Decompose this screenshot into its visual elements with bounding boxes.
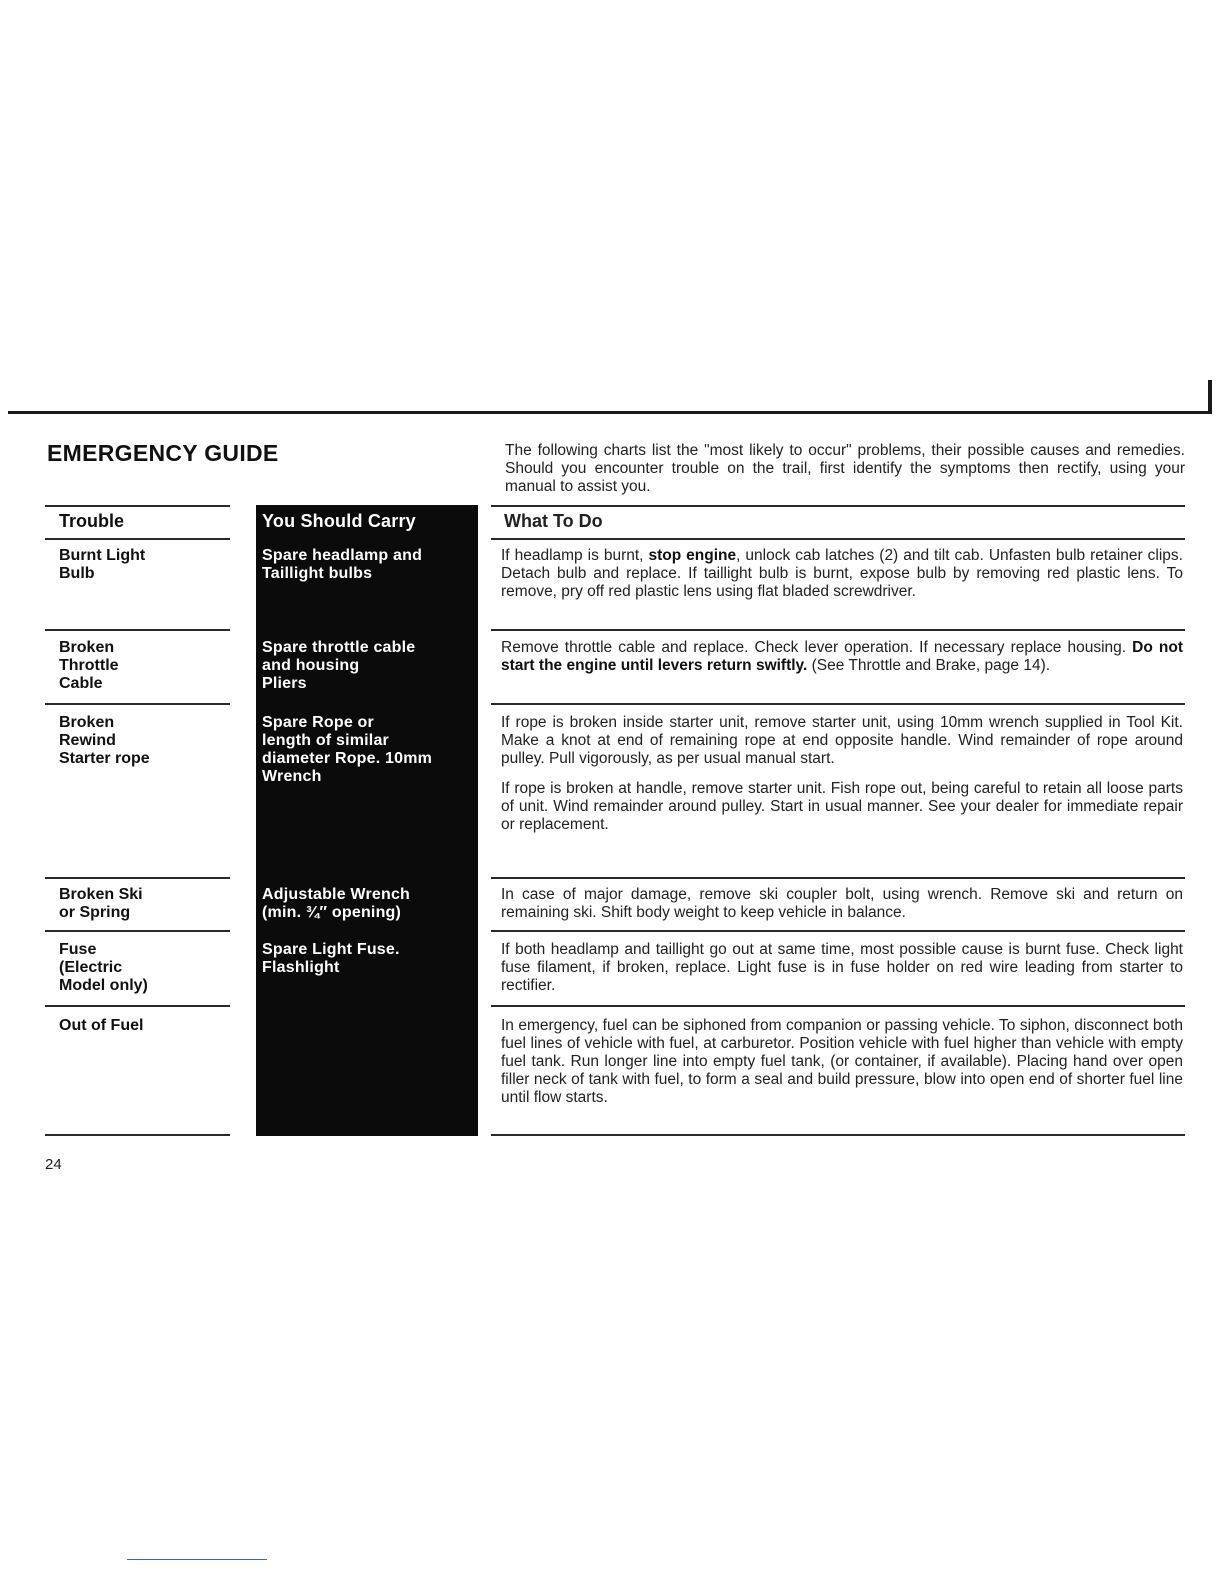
carry-cell — [262, 886, 472, 922]
instruction-text: In emergency, fuel can be siphoned from companion or passing vehicle. To siphon, disconnect both fuel lines of vehicle with fuel, at carburetor. Position vehicle with fuel higher than vehicle with empty fuel tank. Run longer line into empty fuel tank, (or container, if available). Placing hand over open filler neck of tank with fuel, to form a seal and build pressure, blow into open end of shorter fuel line until flow starts. — [501, 1017, 1183, 1106]
page-title: EMERGENCY GUIDE — [47, 440, 279, 466]
carry-cell — [262, 714, 472, 786]
trouble-cell — [59, 547, 145, 583]
row-divider — [45, 1134, 230, 1136]
what-to-do-cell — [501, 547, 1183, 613]
trouble-cell — [59, 714, 150, 768]
carry-line: Spare Light Fuse. — [262, 941, 400, 958]
trouble-line: or Spring — [59, 904, 131, 921]
trouble-line: Starter rope — [59, 750, 150, 767]
trouble-line: Model only) — [59, 977, 148, 994]
trouble-line: Burnt Light — [59, 547, 146, 564]
carry-line: Spare throttle cable — [262, 639, 416, 656]
trouble-cell — [59, 886, 143, 922]
instruction-paragraph — [501, 941, 1183, 995]
carry-cell — [262, 639, 472, 693]
instruction-text: Remove throttle cable and replace. Check lever operation. If necessary replace housing. — [501, 639, 1133, 656]
carry-cell — [262, 547, 472, 583]
trouble-line: Broken — [59, 639, 115, 656]
instruction-paragraph — [501, 639, 1183, 675]
carry-line: Taillight bulbs — [262, 565, 373, 582]
instruction-text: (See Throttle and Brake, page 14). — [807, 657, 1051, 674]
row-divider — [491, 1134, 1185, 1136]
instruction-paragraph — [501, 780, 1183, 834]
trouble-line: Fuse — [59, 941, 97, 958]
row-divider — [45, 1005, 230, 1007]
row-divider — [491, 703, 1185, 705]
row-divider — [491, 629, 1185, 631]
instruction-text: , unlock cab latches (2) and tilt cab. Unfasten bulb retainer clips. Detach bulb and replace. If taillight bulb is burnt, expose bulb by removing red plastic lens. To remove, pry off red plastic lens using flat bladed screwdriver. — [501, 547, 1183, 600]
header-what: What To Do — [504, 511, 603, 531]
carry-line: Spare headlamp and — [262, 547, 423, 564]
instruction-text: In case of major damage, remove ski coupler bolt, using wrench. Remove ski and return on remaining ski. Shift body weight to keep vehicle in balance. — [501, 886, 1183, 921]
emphasis-text: stop engine — [648, 547, 737, 564]
carry-line: (min. ¾″ opening) — [262, 904, 402, 921]
row-divider — [491, 930, 1185, 932]
header-carry: You Should Carry — [262, 511, 416, 531]
page-number: 24 — [45, 1156, 62, 1173]
header-trouble: Trouble — [59, 511, 125, 531]
what-to-do-cell — [501, 941, 1183, 1007]
row-divider — [45, 877, 230, 879]
what-to-do-cell — [501, 639, 1183, 687]
carry-line: Pliers — [262, 675, 307, 692]
trouble-line: Cable — [59, 675, 103, 692]
trouble-line: (Electric — [59, 959, 123, 976]
carry-line: Adjustable Wrench — [262, 886, 411, 903]
what-to-do-cell — [501, 1017, 1183, 1119]
what-to-do-cell — [501, 714, 1183, 846]
trouble-line: Throttle — [59, 657, 119, 674]
carry-line: diameter Rope. 10mm — [262, 750, 433, 767]
what-to-do-cell — [501, 886, 1183, 934]
top-rule-tick — [1208, 380, 1212, 414]
carry-cell — [262, 941, 472, 977]
trouble-line: Broken — [59, 714, 115, 731]
trouble-line: Out of Fuel — [59, 1017, 144, 1034]
trouble-line: Broken Ski — [59, 886, 143, 903]
bottom-rule — [127, 1559, 267, 1560]
instruction-text: If rope is broken inside starter unit, remove starter unit, using 10mm wrench supplied in Tool Kit. Make a knot at end of remaining rope at end opposite handle. Wind remainder of rope around pulley. Pull vigorously, as per usual manual start. — [501, 714, 1183, 767]
instruction-paragraph — [501, 1017, 1183, 1107]
carry-line: Flashlight — [262, 959, 340, 976]
row-divider — [45, 930, 230, 932]
instruction-paragraph — [501, 547, 1183, 601]
carry-line: length of similar — [262, 732, 389, 749]
instruction-text: If both headlamp and taillight go out at same time, most possible cause is burnt fuse. Check light fuse filament, if broken, replace. Light fuse is in fuse holder on red wire leading from starter to rectifier. — [501, 941, 1183, 994]
row-divider — [491, 877, 1185, 879]
trouble-line: Bulb — [59, 565, 95, 582]
instruction-text: If rope is broken at handle, remove starter unit. Fish rope out, being careful to retain all loose parts of unit. Wind remainder around pulley. Start in usual manner. See your dealer for immediate repair or replacement. — [501, 780, 1183, 833]
row-divider — [491, 1005, 1185, 1007]
instruction-paragraph — [501, 714, 1183, 768]
trouble-cell — [59, 639, 119, 693]
carry-line: Spare Rope or — [262, 714, 374, 731]
carry-line: Wrench — [262, 768, 322, 785]
trouble-cell — [59, 1017, 143, 1035]
row-divider — [45, 703, 230, 705]
trouble-cell — [59, 941, 148, 995]
instruction-text: If headlamp is burnt, — [501, 547, 649, 564]
instruction-paragraph — [501, 886, 1183, 922]
intro-paragraph: The following charts list the "most likely to occur" problems, their possible causes and remedies. Should you encounter trouble on the trail, first identify the symptoms then rectify, using your manual to assist you. — [505, 442, 1185, 495]
top-rule — [8, 411, 1212, 414]
trouble-line: Rewind — [59, 732, 116, 749]
emphasis-text: Do not start the engine until levers return swiftly. — [501, 639, 1183, 674]
carry-column-background — [256, 505, 478, 1136]
carry-line: and housing — [262, 657, 360, 674]
row-divider — [45, 629, 230, 631]
